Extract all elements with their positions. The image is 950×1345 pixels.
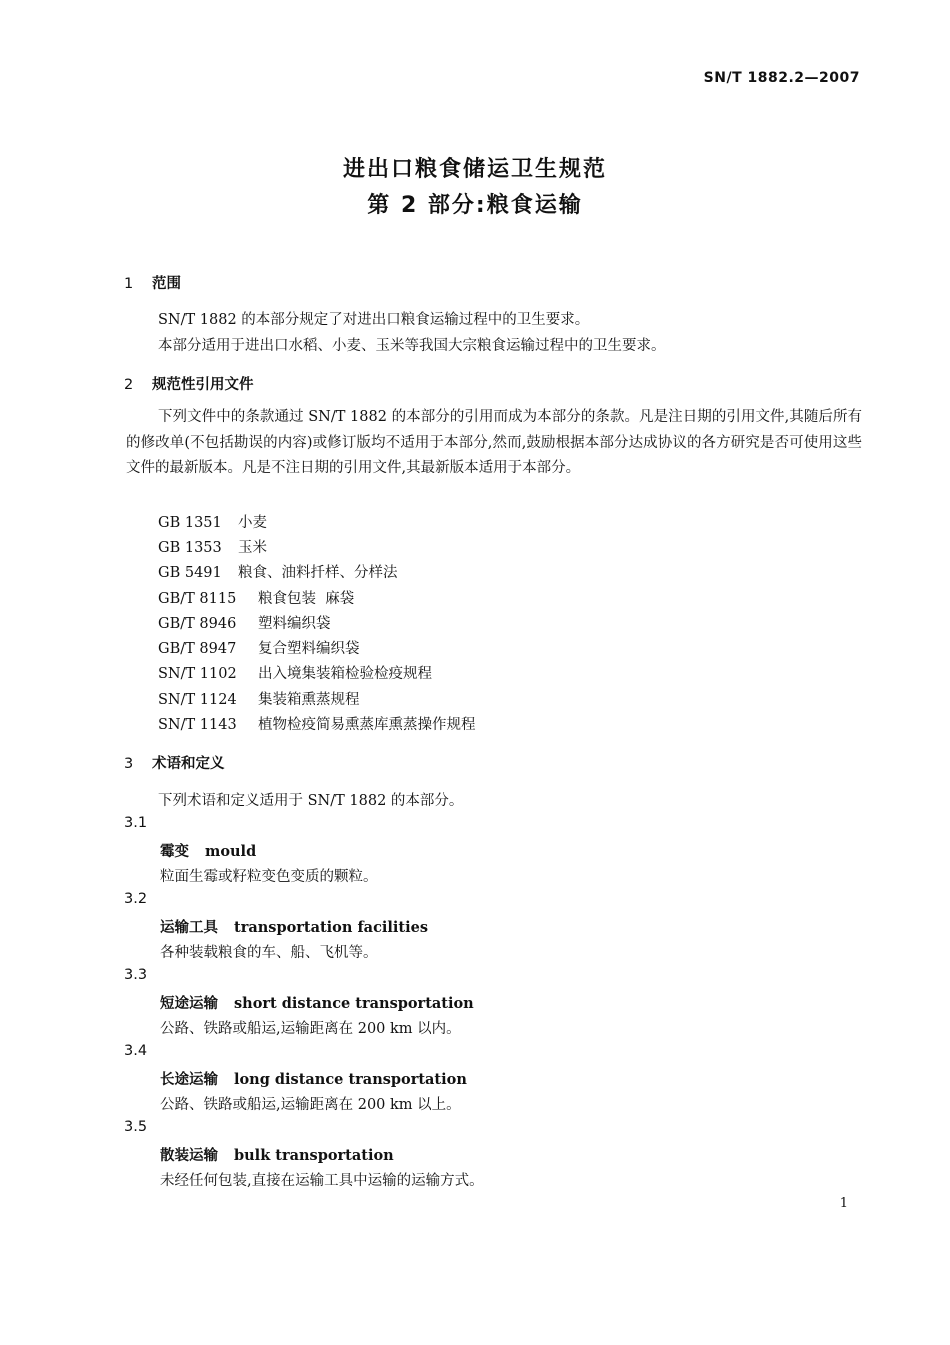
clause-number: 3.1: [124, 815, 148, 831]
section-title: 规范性引用文件: [152, 377, 254, 393]
reference-title: 粮食包装 麻袋: [258, 591, 355, 607]
clause-number: 3.4: [124, 1043, 148, 1059]
reference-code: GB/T 8947: [158, 641, 237, 657]
term-entry: [160, 992, 474, 1013]
reference-code: SN/T 1143: [158, 717, 237, 733]
reference-code: GB 1351: [158, 515, 222, 531]
clause-number: 3.3: [124, 967, 148, 983]
reference-row: [158, 561, 398, 582]
section-1-paragraph-2: 本部分适用于进出口水稻、小麦、玉米等我国大宗粮食运输过程中的卫生要求。: [158, 338, 666, 354]
term-definition: 未经任何包装,直接在运输工具中运输的运输方式。: [160, 1173, 484, 1189]
term-entry: [160, 916, 428, 937]
reference-code: SN/T 1102: [158, 666, 237, 682]
term-chinese: 散装运输: [160, 1148, 218, 1164]
term-english: short distance transportation: [234, 995, 474, 1012]
section-title: 范围: [152, 276, 181, 292]
term-definition: 各种装载粮食的车、船、飞机等。: [160, 945, 378, 961]
reference-row: [158, 612, 331, 633]
reference-code: SN/T 1124: [158, 692, 237, 708]
term-chinese: 短途运输: [160, 996, 218, 1012]
term-definition: 粒面生霉或籽粒变色变质的颗粒。: [160, 869, 378, 885]
section-1-heading: [124, 272, 181, 293]
term-entry: [160, 1068, 467, 1089]
reference-code: GB 5491: [158, 565, 222, 581]
section-1-paragraph-1: SN/T 1882 的本部分规定了对进出口粮食运输过程中的卫生要求。: [158, 312, 590, 328]
section-title: 术语和定义: [152, 756, 225, 772]
clause-number: 3.2: [124, 891, 148, 907]
reference-title: 粮食、油料扦样、分样法: [238, 565, 398, 581]
reference-title: 塑料编织袋: [258, 616, 331, 632]
section-3-heading: [124, 752, 225, 773]
title-line-2: 第 2 部分:粮食运输: [367, 193, 583, 218]
page-number: 1: [839, 1196, 848, 1211]
reference-row: [158, 536, 267, 557]
term-english: bulk transportation: [234, 1147, 394, 1164]
reference-code: GB/T 8946: [158, 616, 237, 632]
reference-row: [158, 688, 360, 709]
reference-title: 植物检疫简易熏蒸库熏蒸操作规程: [258, 717, 476, 733]
section-3-intro: 下列术语和定义适用于 SN/T 1882 的本部分。: [158, 793, 464, 809]
section-number: 1: [124, 276, 134, 292]
term-english: mould: [205, 843, 257, 860]
reference-code: GB/T 8115: [158, 591, 237, 607]
reference-code: GB 1353: [158, 540, 222, 556]
reference-title: 集装箱熏蒸规程: [258, 692, 360, 708]
title-line-1: 进出口粮食储运卫生规范: [342, 157, 607, 182]
reference-row: [158, 587, 354, 608]
reference-row: [158, 511, 267, 532]
reference-row: [158, 713, 476, 734]
term-chinese: 运输工具: [160, 920, 218, 936]
reference-title: 复合塑料编织袋: [258, 641, 360, 657]
reference-title: 玉米: [238, 540, 267, 556]
clause-number: 3.5: [124, 1119, 148, 1135]
reference-title: 出入境集装箱检验检疫规程: [258, 666, 432, 682]
standard-code: SN/T 1882.2—2007: [703, 70, 860, 86]
term-definition: 公路、铁路或船运,运输距离在 200 km 以内。: [160, 1021, 461, 1037]
term-definition: 公路、铁路或船运,运输距离在 200 km 以上。: [160, 1097, 461, 1113]
reference-title: 小麦: [238, 515, 267, 531]
term-english: long distance transportation: [234, 1071, 467, 1088]
section-2-heading: [124, 373, 254, 394]
section-2-intro: 下列文件中的条款通过 SN/T 1882 的本部分的引用而成为本部分的条款。凡是注日期的引用文件,其随后所有的修改单(不包括勘误的内容)或修订版均不适用于本部分,然而,鼓励根据本部分达成协议的各方研究是否可使用这些文件的最新版本。凡是不注日期的引用文件,其最新版本适用于本部分。: [126, 409, 862, 476]
reference-row: [158, 637, 360, 658]
term-chinese: 霉变: [160, 844, 189, 860]
section-number: 3: [124, 756, 134, 772]
term-entry: [160, 1144, 394, 1165]
term-chinese: 长途运输: [160, 1072, 218, 1088]
term-english: transportation facilities: [234, 919, 429, 936]
section-number: 2: [124, 377, 134, 393]
term-entry: [160, 840, 256, 861]
reference-row: [158, 662, 432, 683]
